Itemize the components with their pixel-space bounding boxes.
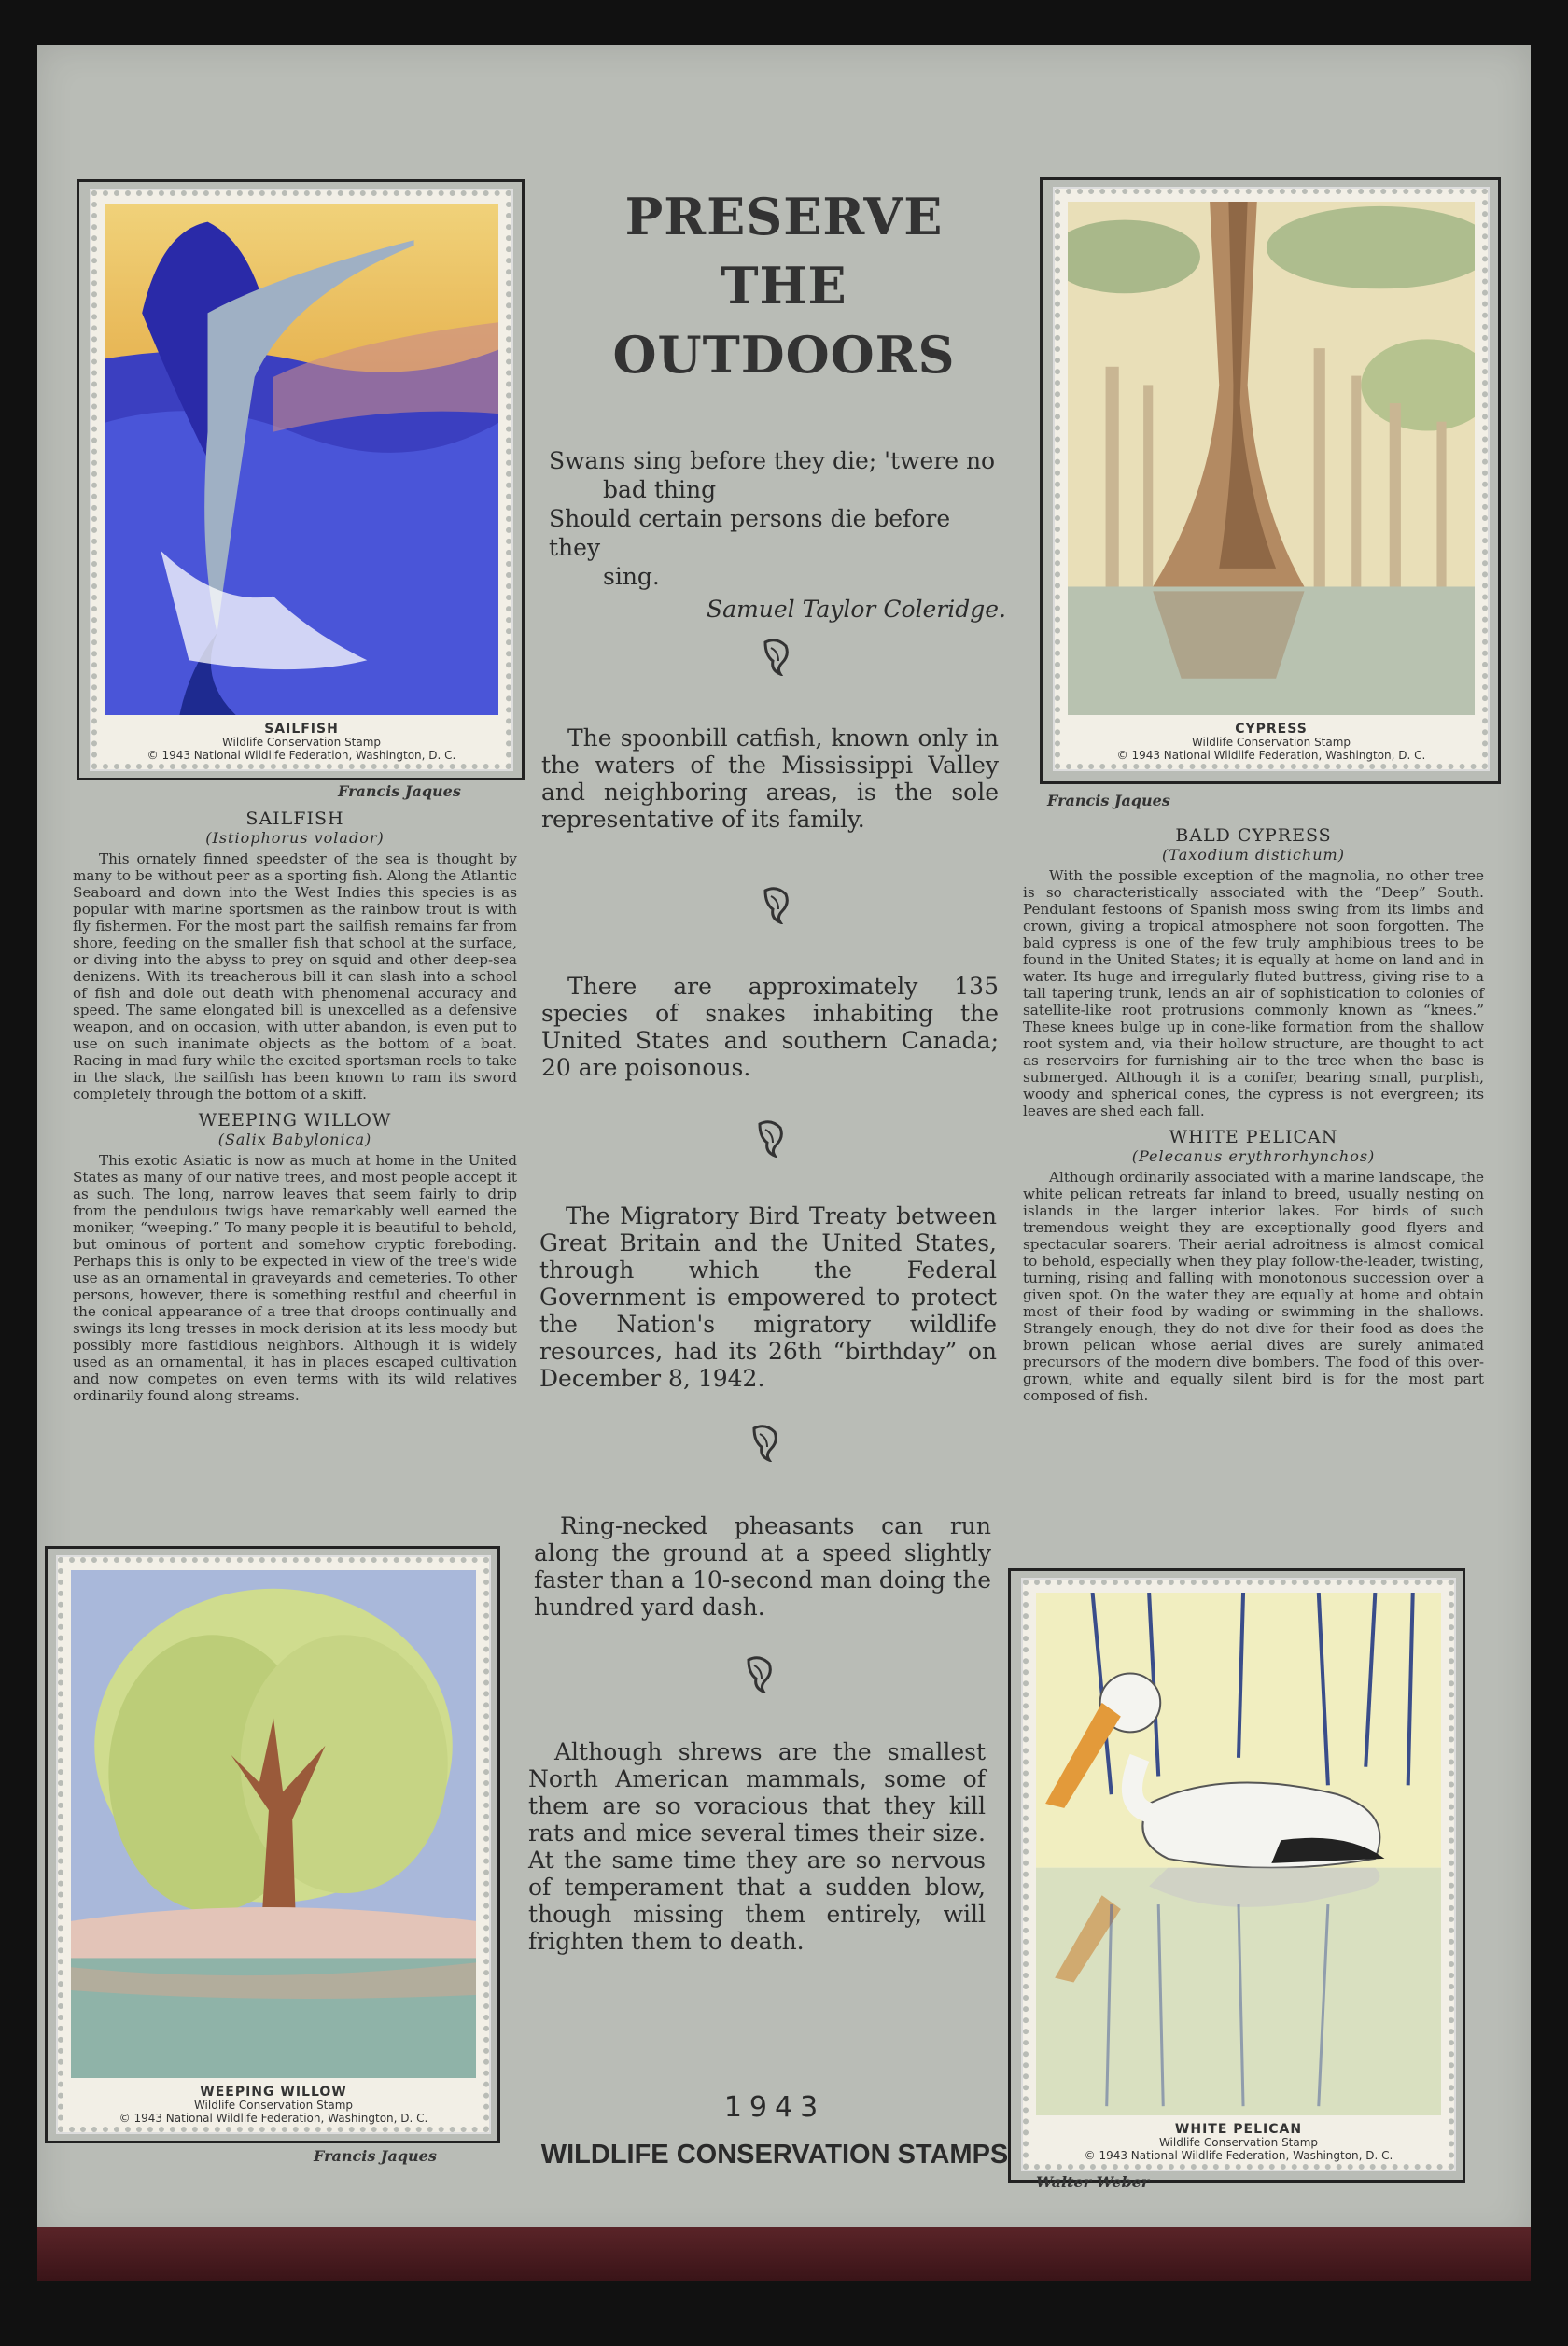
footer-series-title: WILDLIFE CONSERVATION STAMPS (540, 2140, 1009, 2170)
coleridge-quote (549, 446, 1006, 624)
sailfish-body: This ornately finned speedster of the sea is thought by many to be without peer as a sporting fish. Along the Atlantic Seaboard and down into the West Indies this species is as popular with marine sportsmen as the rainbow trout is with fly fishermen. For the most part the sailfish remains far from shore, feeding on the smaller fish that school at the surface, or diving into the abyss to prey on squid and other deep-sea denizens. With its treacherous bill it can slash into a school of fish and dole out death with phenomenal accuracy and speed. The same elongated bill is unexcelled as a defensive weapon, and on occasion, with utter abandon, is even put to use on such inanimate objects as the bottom of a boat. Racing in mad fury while the excited sportsman reels to take in the slack, the sailfish has been known to ram its sword completely through the bottom of a skiff. (73, 850, 517, 1103)
pelican-scientific-name: (Pelecanus erythrorhynchos) (1131, 1147, 1376, 1165)
willow-scientific-name: (Salix Babylonica) (217, 1131, 372, 1148)
page-title (541, 182, 1027, 389)
sailfish-stamp[interactable] (91, 190, 511, 769)
quote-line-4: sing. (603, 563, 660, 590)
sailfish-illustration (105, 204, 498, 715)
fact-paragraph: Ring-necked pheasants can run along the ground at a speed slightly faster than a 10-second man doing the hundred yard dash. (534, 1512, 991, 1621)
leaf-ornament-icon (747, 1421, 784, 1462)
cypress-stamp-name: CYPRESS (1235, 722, 1308, 737)
stamp-series-label: Wildlife Conservation Stamp (1158, 2136, 1319, 2149)
pelican-artist-credit: Walter Weber (1036, 2173, 1150, 2191)
cypress-article (1023, 825, 1484, 1412)
willow-body: This exotic Asiatic is now as much at home in the United States as many of our native trees, and most people accept it as such. The long, narrow leaves that seem fairly to drip from the pendulous twigs have remarkably well earned the moniker, “weeping.” To many people it is beautiful to behold, but ominous of portent and somehow cryptic foreboding. Perhaps this is only to be expected in view of the tree's wide use as an ornamental in graveyards and cemeteries. To other persons, however, there is something restful and cheerful in the conical appearance of a tree that droops continually and swings its long tresses in mock derision at its less moody but possibly more fastidious neighbors. Although it is widely used as an ornamental, it has in places escaped cultivation and now competes on even terms with its wild relatives ordinarily found along streams. (73, 1152, 517, 1404)
quote-line-3: Should certain persons die before they (549, 505, 951, 561)
stamp-copyright: © 1943 National Wildlife Federation, Washington, D. C. (147, 749, 456, 762)
stamp-series-label: Wildlife Conservation Stamp (1191, 736, 1351, 749)
stamp-series-label: Wildlife Conservation Stamp (221, 736, 382, 749)
leaf-ornament-icon (758, 883, 795, 924)
title-line-1: PRESERVE (624, 187, 944, 246)
fact-paragraph: The Migratory Bird Treaty between Great Britain and the United States, through which the Federal Government is empowered to protect the Nation's migratory wildlife resources, had its 26th “birthday” on December 8, 1942. (539, 1202, 997, 1392)
cypress-stamp[interactable] (1055, 189, 1488, 769)
quote-line-2: bad thing (603, 476, 717, 503)
sailfish-stamp-name: SAILFISH (264, 722, 339, 737)
pelican-heading: WHITE PELICAN (1169, 1127, 1338, 1147)
sailfish-article (73, 808, 517, 1412)
stamp-copyright: © 1943 National Wildlife Federation, Washington, D. C. (119, 2112, 428, 2125)
fact-paragraph: Although shrews are the smallest North American mammals, some of them are so voracious that they kill rats and mice several times their size. At the same time they are so nervous of temperament that a sudden blow, though missing them entirely, will frighten them to death. (528, 1738, 986, 1955)
willow-stamp-name: WEEPING WILLOW (200, 2085, 347, 2100)
cypress-body: With the possible exception of the magnolia, no other tree is so characteristically associated with the “Deep” South. Pendulant festoons of Spanish moss swing from its limbs and crown, giving a tropical atmosphere not soon forgotten. The bald cypress is one of the few truly amphibious trees to be found in the United States; it is equally at home on land and in water. Its huge and irregularly fluted buttress, giving rise to a tall tapering trunk, lends an air of sophistication to colonies of satellite-like root protrusions commonly known as “knees.” These knees bulge up in cone-like formation from the shallow root system and, via their hollow structure, are thought to act as reservoirs for furnishing air to the tree when the base is submerged. Although it is a conifer, bearing small, purplish, woody and spherical cones, the cypress is not evergreen; its leaves are shed each fall. (1023, 867, 1484, 1119)
willow-artist-credit: Francis Jaques (314, 2147, 437, 2165)
album-binding (37, 2227, 1531, 2281)
pelican-body: Although ordinarily associated with a marine landscape, the white pelican retreats far inland to breed, usually nesting on islands in the larger interior lakes. For birds of such tremendous weight they are exceptionally good flyers and spectacular soarers. Their aerial adroitness is almost comical to behold, especially when they play follow-the-leader, twisting, turning, rising and falling with monotonous succession over a given spot. On the water they are equally at home and obtain most of their food by wading or swimming in the shallows. Strangely enough, they do not dive for their food as does the brown pelican whose aerial dives are surely animated precursors of the modern dive bombers. The food of this over-grown, white and equally silent bird is for the most part composed of fish. (1023, 1169, 1484, 1404)
sailfish-artist-credit: Francis Jaques (338, 782, 461, 800)
willow-illustration (71, 1570, 476, 2078)
fact-paragraph: There are approximately 135 species of snakes inhabiting the United States and southern Canada; 20 are poisonous. (541, 973, 999, 1081)
pelican-stamp-caption (1023, 2123, 1454, 2162)
footer-year: 1943 (723, 2091, 826, 2124)
quote-line-1: Swans sing before they die; 'twere no (549, 447, 996, 474)
leaf-ornament-icon (752, 1117, 790, 1158)
willow-stamp-caption (58, 2086, 489, 2125)
stamp-series-label: Wildlife Conservation Stamp (193, 2099, 354, 2112)
cypress-illustration (1068, 202, 1475, 715)
cypress-scientific-name: (Taxodium distichum) (1162, 846, 1345, 864)
title-line-2: THE OUTDOORS (612, 256, 956, 385)
stamp-copyright: © 1943 National Wildlife Federation, Washington, D. C. (1116, 749, 1426, 762)
cypress-stamp-caption (1055, 723, 1488, 762)
stamp-copyright: © 1943 National Wildlife Federation, Washington, D. C. (1084, 2149, 1393, 2162)
sailfish-stamp-caption (91, 723, 511, 762)
sailfish-scientific-name: (Istiophorus volador) (205, 829, 385, 847)
leaf-ornament-icon (741, 1652, 778, 1693)
pelican-stamp[interactable] (1023, 1580, 1454, 2170)
pelican-illustration (1036, 1593, 1441, 2115)
cypress-artist-credit: Francis Jaques (1047, 792, 1170, 809)
quote-author: Samuel Taylor Coleridge. (707, 596, 1006, 623)
sailfish-heading: SAILFISH (245, 808, 344, 829)
fact-paragraph: The spoonbill catfish, known only in the waters of the Mississippi Valley and neighboring areas, is the sole representative of its family. (541, 724, 999, 833)
cypress-heading: BALD CYPRESS (1175, 825, 1332, 846)
leaf-ornament-icon (758, 635, 795, 676)
pelican-stamp-name: WHITE PELICAN (1174, 2122, 1303, 2137)
willow-heading: WEEPING WILLOW (198, 1110, 392, 1131)
willow-stamp[interactable] (58, 1557, 489, 2132)
